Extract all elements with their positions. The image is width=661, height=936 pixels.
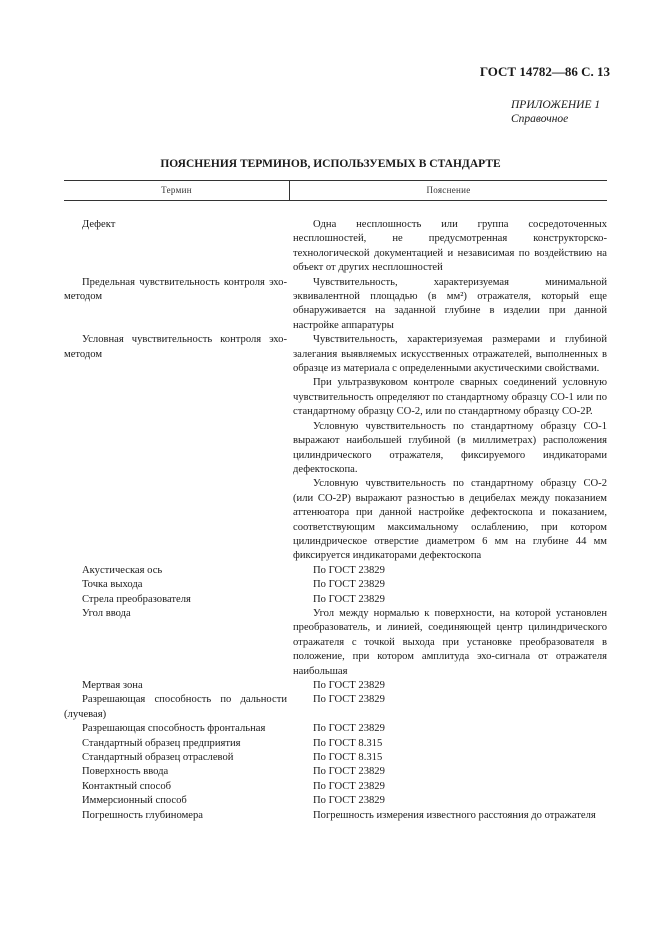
table-row — [64, 693, 607, 722]
terms-table — [64, 180, 607, 823]
term-cell — [64, 607, 293, 679]
table-row — [64, 737, 607, 751]
explanation-cell — [293, 564, 607, 578]
term-text: Дефект — [82, 219, 116, 230]
table-row — [64, 751, 607, 765]
term-text: Условная чувствительность контроля эхо-методом — [64, 334, 287, 360]
table-row — [64, 722, 607, 736]
term-cell — [64, 809, 293, 823]
term-text: Поверхность ввода — [82, 766, 169, 778]
explanation-paragraph: По ГОСТ 8.315 — [313, 752, 383, 764]
term-text: Стандартный образец отраслевой — [82, 752, 234, 764]
explanation-paragraph: Угол между нормалью к поверхности, на которой установлен преобразователь, и линией, соединяющей центр цилиндрического отражателя с точкой выхода при установке преобразователя в положение, при котором амплитуда эхо-сигнала от отражателя наибольшая — [293, 607, 607, 677]
explanation-cell — [293, 333, 607, 564]
term-cell — [64, 722, 293, 736]
explanation-cell — [293, 693, 607, 722]
explanation-paragraph: По ГОСТ 23829 — [313, 723, 385, 735]
term-cell — [64, 780, 293, 794]
explanation-cell — [293, 578, 607, 592]
term-cell — [64, 765, 293, 779]
table-row — [64, 809, 607, 823]
column-header-explanation: Пояснение — [426, 185, 471, 195]
term-text: Угол ввода — [82, 607, 131, 619]
term-text: Разрешающая способность по дальности (лучевая) — [64, 694, 287, 720]
explanation-paragraph: По ГОСТ 23829 — [313, 694, 385, 706]
table-row — [64, 564, 607, 578]
explanation-cell — [293, 276, 607, 334]
table-row — [64, 593, 607, 607]
table-body — [64, 201, 607, 823]
explanation-cell — [293, 593, 607, 607]
table-row — [64, 218, 607, 276]
term-text: Разрешающая способность фронтальная — [82, 723, 266, 735]
term-text: Стрела преобразователя — [82, 593, 191, 605]
explanation-paragraph: Чувствительность, характеризуемая размерами и глубиной залегания выявляемых искусственных отражателей, выполненных в образце из материала с определенными акустическими свойствами. — [293, 334, 607, 375]
explanation-paragraph: Условную чувствительность по стандартному образцу СО-2 (или СО-2Р) выражают разностью в децибелах между показанием аттенюатора при данной настройке дефектоскопа и показанием, соответствующим максимальному ослаблению, при котором цилиндрическое отверстие диаметром 6 мм на глубине 44 мм фиксируется индикаторами дефектоскопа — [293, 478, 607, 562]
explanation-cell — [293, 218, 607, 276]
table-row — [64, 780, 607, 794]
explanation-cell — [293, 794, 607, 808]
explanation-paragraph: По ГОСТ 23829 — [313, 795, 385, 807]
term-cell — [64, 333, 293, 564]
explanation-cell — [293, 780, 607, 794]
term-cell — [64, 593, 293, 607]
table-row — [64, 333, 607, 564]
term-cell — [64, 737, 293, 751]
explanation-cell — [293, 737, 607, 751]
term-cell — [64, 693, 293, 722]
term-cell — [64, 679, 293, 693]
term-cell — [64, 218, 293, 276]
column-header-term: Термин — [64, 181, 290, 200]
term-cell — [64, 276, 293, 334]
term-text: Точка выхода — [82, 579, 143, 591]
term-text: Стандартный образец предприятия — [82, 737, 241, 749]
term-text: Мертвая зона — [82, 680, 143, 691]
explanation-cell — [293, 679, 607, 693]
explanation-paragraph: При ультразвуковом контроле сварных соединений условную чувствительность определяют по стандартному образцу СО-1 или по стандартному образцу СО-2, или по стандартному образцу СО-2Р. — [293, 377, 607, 418]
term-text: Иммерсионный способ — [82, 795, 187, 807]
appendix-label-block — [511, 98, 600, 126]
table-row — [64, 794, 607, 808]
table-row — [64, 607, 607, 679]
explanation-paragraph: По ГОСТ 8.315 — [313, 737, 383, 749]
explanation-cell — [293, 722, 607, 736]
explanation-paragraph: По ГОСТ 23829 — [313, 766, 385, 778]
table-row — [64, 679, 607, 693]
explanation-paragraph: Одна несплошность или группа сосредоточенных несплошностей, не предусмотренная конструкторско-технологической документацией и независимая по воздействию на объект от других несплошностей — [293, 219, 607, 274]
term-cell — [64, 564, 293, 578]
appendix-label: ПРИЛОЖЕНИЕ 1 — [511, 99, 601, 111]
table-row — [64, 276, 607, 334]
explanation-paragraph: Погрешность измерения известного расстояния до отражателя — [313, 809, 596, 821]
term-text: Предельная чувствительность контроля эхо-методом — [64, 276, 287, 303]
explanation-paragraph: Чувствительность, характеризуемая минимальной эквивалентной площадью (в мм²) отражателя, который еще обнаруживается на заданной глубине в изделии при данной настройке аппаратуры — [293, 276, 607, 331]
explanation-cell — [293, 765, 607, 779]
explanation-paragraph: По ГОСТ 23829 — [313, 593, 385, 605]
table-row — [64, 578, 607, 592]
term-text: Погрешность глубиномера — [82, 809, 203, 821]
explanation-paragraph: Условную чувствительность по стандартному образцу СО-1 выражают наибольшей глубиной (в миллиметрах) расположения цилиндрического отражателя, фиксируемого индикаторами дефектоскопа. — [293, 420, 607, 475]
document-title: ПОЯСНЕНИЯ ТЕРМИНОВ, ИСПОЛЬЗУЕМЫХ В СТАНДАРТЕ — [160, 158, 501, 170]
explanation-paragraph: По ГОСТ 23829 — [313, 564, 385, 576]
explanation-cell — [293, 751, 607, 765]
term-cell — [64, 794, 293, 808]
term-cell — [64, 751, 293, 765]
term-text: Контактный способ — [82, 780, 172, 792]
term-cell — [64, 578, 293, 592]
explanation-cell — [293, 809, 607, 823]
explanation-paragraph: По ГОСТ 23829 — [313, 680, 385, 691]
table-row — [64, 765, 607, 779]
page-header: ГОСТ 14782—86 С. 13 — [479, 64, 610, 79]
appendix-sublabel: Справочное — [511, 113, 569, 125]
table-header — [64, 181, 607, 201]
explanation-paragraph: По ГОСТ 23829 — [313, 579, 385, 591]
explanation-paragraph: По ГОСТ 23829 — [313, 780, 385, 792]
explanation-cell — [293, 607, 607, 679]
term-text: Акустическая ось — [82, 564, 163, 576]
